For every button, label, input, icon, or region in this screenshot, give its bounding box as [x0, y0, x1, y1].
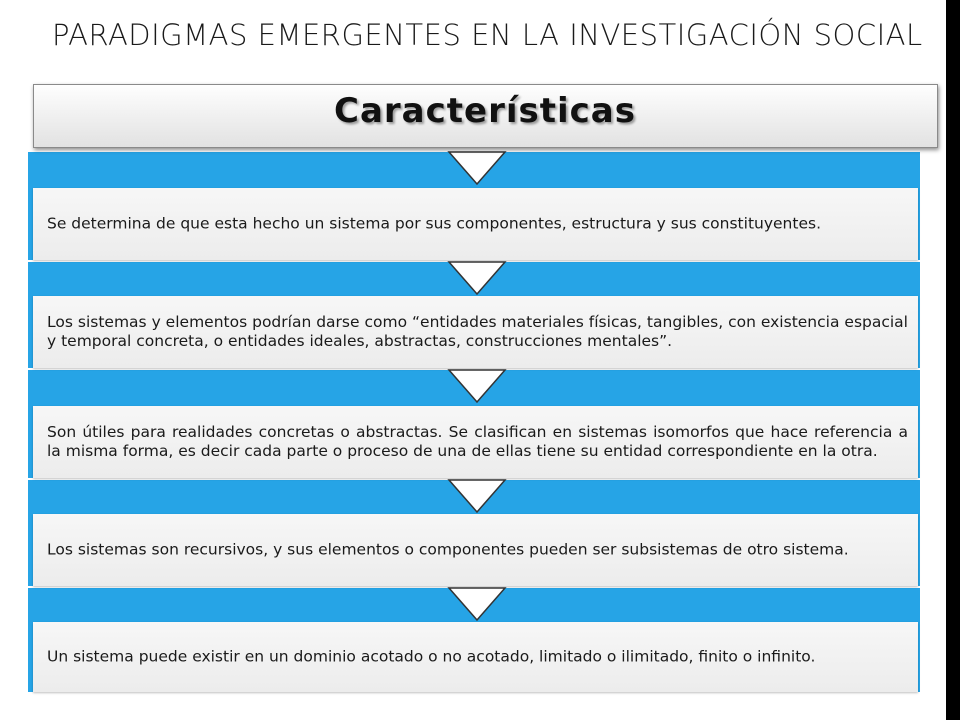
- list-item-2: [33, 296, 918, 368]
- list-item-4: [33, 514, 918, 586]
- diagram-header-text: Características: [334, 91, 636, 131]
- list-item-5: [33, 622, 918, 692]
- list-item-1: [33, 188, 918, 260]
- down-arrow-icon: [447, 586, 507, 622]
- list-item-text: Un sistema puede existir en un dominio acotado o no acotado, limitado o ilimitado, finito o infinito.: [47, 647, 816, 666]
- list-item-text: Los sistemas y elementos podrían darse como “entidades materiales físicas, tangibles, con existencia espacial y temporal concreta, o entidades ideales, abstractas, construcciones mentales”.: [47, 313, 908, 350]
- right-edge-bar: [946, 0, 960, 720]
- list-item-text: Los sistemas son recursivos, y sus elementos o componentes pueden ser subsistemas de otro sistema.: [47, 540, 849, 559]
- down-arrow-icon: [447, 478, 507, 514]
- slide-title: PARADIGMAS EMERGENTES EN LA INVESTIGACIÓN SOCIAL: [52, 18, 923, 52]
- list-item-3: [33, 406, 918, 478]
- down-arrow-icon: [447, 260, 507, 296]
- list-item-text: Se determina de que esta hecho un sistema por sus componentes, estructura y sus constituyentes.: [47, 214, 821, 233]
- list-item-text: Son útiles para realidades concretas o abstractas. Se clasifican en sistemas isomorfos que hace referencia a la misma forma, es decir cada parte o proceso de una de ellas tiene su entidad correspondiente en la otra.: [47, 423, 908, 460]
- diagram-header: [33, 84, 938, 148]
- down-arrow-icon: [447, 150, 507, 186]
- down-arrow-icon: [447, 368, 507, 404]
